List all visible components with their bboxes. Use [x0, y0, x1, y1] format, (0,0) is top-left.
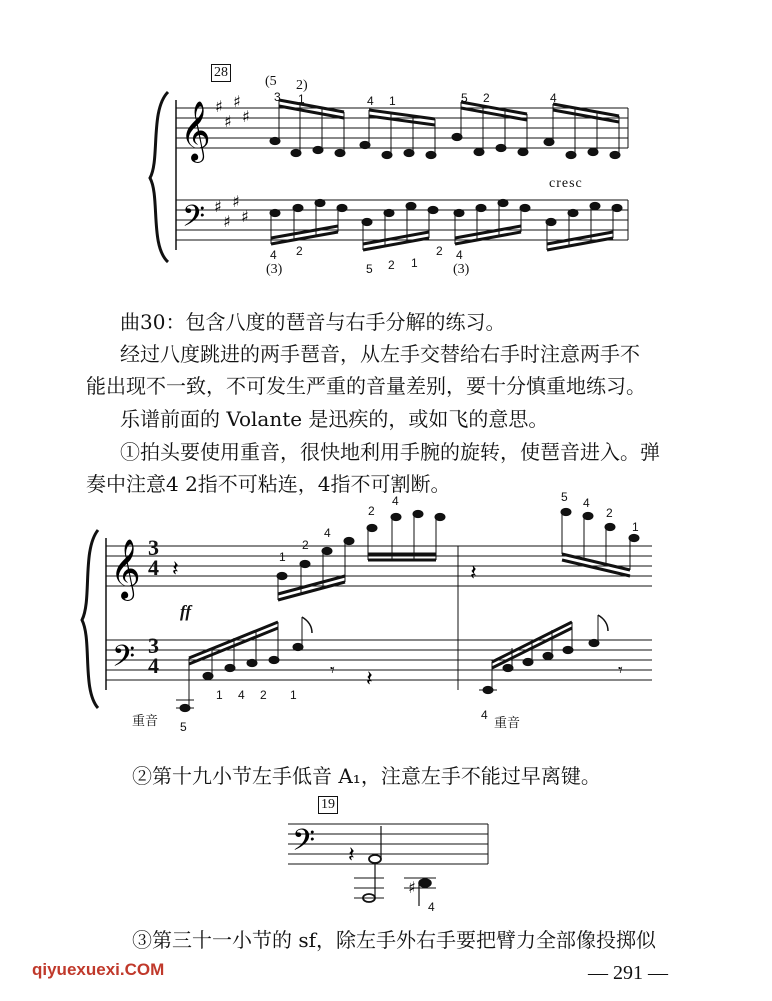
paragraph-line: 乐谱前面的 Volante 是迅疾的，或如飞的意思。 [120, 407, 549, 431]
svg-text:♯: ♯ [233, 92, 241, 111]
svg-text:♯: ♯ [215, 97, 223, 116]
dynamic-cresc: cresc [549, 176, 583, 191]
fingering: 2 [302, 538, 309, 552]
fingering: 2 [296, 244, 303, 258]
eighth-rest-icon: 𝄾 [618, 660, 623, 681]
fingering: 5 [461, 91, 468, 105]
paragraph-line: 能出现不一致，不可发生严重的音量差别，要十分慎重地练习。 [86, 374, 646, 398]
paragraph-line: 奏中注意4 2指不可粘连，4指不可割断。 [86, 472, 451, 496]
fingering: 5 [561, 490, 568, 504]
paragraph-line: ②第十九小节左手低音 A₁，注意左手不能过早离键。 [132, 764, 601, 788]
time-signature-bottom: 4 [148, 555, 159, 580]
key-signature-treble [215, 92, 250, 131]
fingering: 2) [296, 78, 308, 93]
grand-staff-brace [82, 530, 98, 708]
treble-notes [270, 100, 620, 159]
page-number: — 291 — [588, 962, 668, 984]
score-excerpt-28 [0, 0, 772, 290]
quarter-rest-icon: 𝄽 [470, 561, 477, 586]
measure-number-19: 19 [318, 796, 338, 814]
measure-number-28: 28 [211, 64, 231, 82]
bass-staff [288, 824, 488, 864]
time-signature-top: 3 [148, 535, 159, 560]
sharp-icon: ♯ [408, 878, 416, 897]
svg-text:♯: ♯ [214, 197, 222, 216]
fingering: 1 [216, 688, 223, 702]
score-excerpt-19 [0, 790, 772, 920]
fingering: 4 [392, 494, 399, 508]
treble-clef-icon: 𝄞 [180, 101, 211, 161]
fingering: 1 [411, 256, 418, 270]
bass-clef-icon: 𝄢 [292, 824, 316, 865]
paragraph-line: ③第三十一小节的 sf，除左手外右手要把臂力全部像投掷似 [132, 928, 657, 952]
fingering: 4 [456, 248, 463, 262]
score-volante-svg [0, 490, 772, 740]
fingering: 4 [324, 526, 331, 540]
site-watermark: qiyuexuexi.COM [32, 960, 165, 979]
eighth-rest-icon: 𝄾 [330, 660, 335, 681]
half-note [419, 879, 431, 887]
fingering: 4 [550, 91, 557, 105]
fingering: (3) [266, 262, 283, 277]
accent-label: 重音 [494, 716, 521, 731]
score-28-svg [0, 0, 772, 290]
fingering: 1 [389, 94, 396, 108]
fingering: (5 [265, 74, 277, 89]
fingering: 2 [606, 506, 613, 520]
key-signature-bass [214, 192, 249, 231]
svg-text:♯: ♯ [232, 192, 240, 211]
fingering: 2 [436, 244, 443, 258]
fingering: 1 [279, 550, 286, 564]
time-signature-bottom: 4 [148, 653, 159, 678]
fingering: (3) [453, 262, 470, 277]
fingering: 2 [368, 504, 375, 518]
quarter-rest-icon: 𝄽 [172, 557, 179, 582]
fingering: 4 [428, 900, 435, 914]
time-signature-top: 3 [148, 633, 159, 658]
bass-notes [270, 199, 622, 250]
svg-text:♯: ♯ [223, 212, 231, 231]
fingering: 1 [632, 520, 639, 534]
accent-label: 重音 [132, 714, 159, 729]
fingering: 4 [270, 248, 277, 262]
bass-clef-icon: 𝄢 [112, 640, 136, 681]
half-note [369, 855, 381, 863]
fingering: 4 [481, 708, 488, 722]
fingering: 1 [290, 688, 297, 702]
bass-staff [106, 640, 652, 680]
fingering: 5 [366, 262, 373, 276]
paragraph-line: ①拍头要使用重音，很快地利用手腕的旋转，使琶音进入。弹 [120, 440, 660, 464]
fingering: 4 [583, 496, 590, 510]
quarter-rest-icon: 𝄽 [366, 667, 373, 692]
fingering: 3 [274, 90, 281, 104]
dynamic-ff: ff [180, 602, 192, 621]
fingering: 2 [260, 688, 267, 702]
fingering: 4 [367, 94, 374, 108]
fingering: 1 [298, 92, 305, 106]
svg-text:♯: ♯ [241, 207, 249, 226]
paragraph-line: 经过八度跳进的两手琶音，从左手交替给右手时注意两手不 [120, 342, 640, 366]
svg-text:♯: ♯ [224, 112, 232, 131]
grand-staff-brace [150, 92, 168, 262]
fingering: 2 [483, 91, 490, 105]
quarter-rest-icon: 𝄽 [348, 843, 355, 868]
fingering: 4 [238, 688, 245, 702]
fingering: 2 [388, 258, 395, 272]
bass-clef-icon: 𝄢 [182, 200, 206, 241]
score-excerpt-volante [0, 490, 772, 740]
fingering: 5 [180, 720, 187, 734]
treble-clef-icon: 𝄞 [110, 539, 141, 599]
score-19-svg [0, 790, 772, 920]
section-title: 曲30：包含八度的琶音与右手分解的练习。 [120, 310, 506, 334]
svg-text:♯: ♯ [242, 107, 250, 126]
